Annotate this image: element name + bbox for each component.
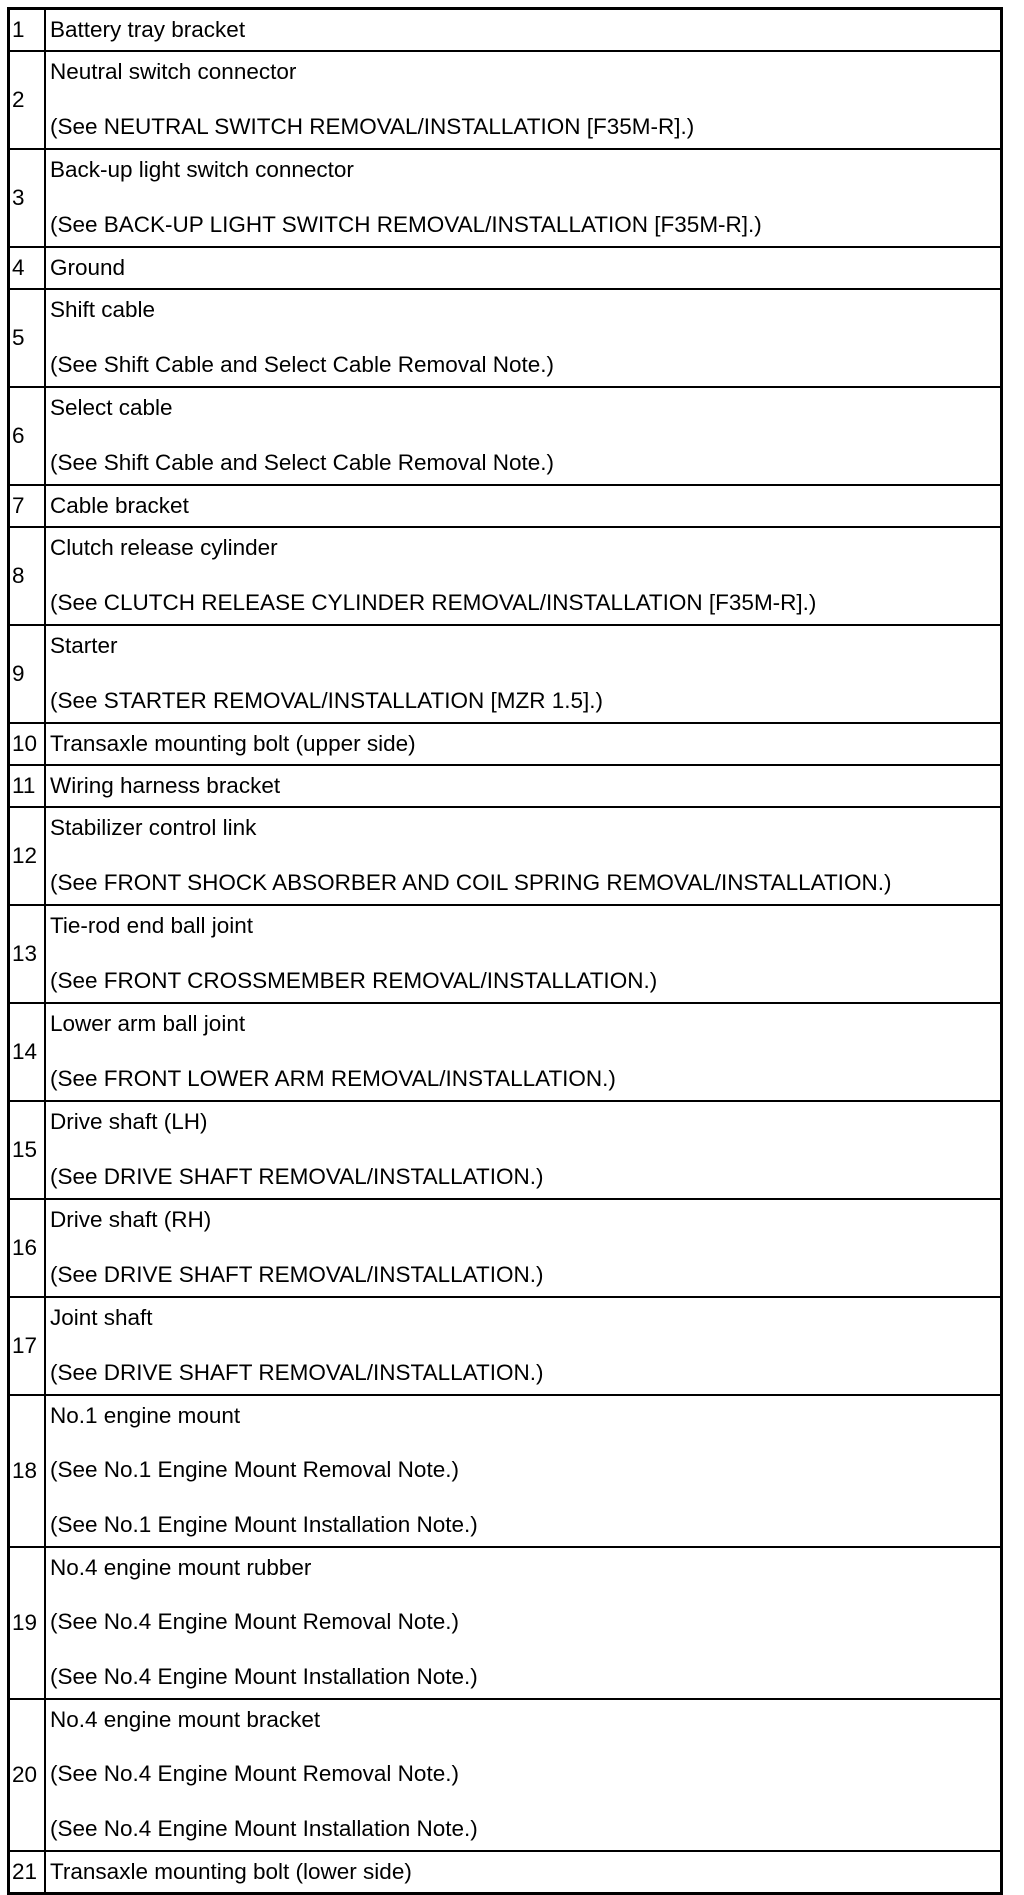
table-row [10, 246, 1000, 288]
reference-note: (See No.1 Engine Mount Removal Note.) [50, 1457, 459, 1482]
item-description [46, 486, 1000, 526]
table-row [10, 1698, 1000, 1850]
item-description [46, 1700, 1000, 1850]
item-number: 9 [10, 626, 46, 722]
item-number: 12 [10, 808, 46, 904]
table-row [10, 1394, 1000, 1546]
reference-note: (See FRONT LOWER ARM REMOVAL/INSTALLATION.) [50, 1066, 616, 1091]
part-name: No.1 engine mount [50, 1403, 241, 1428]
item-description [46, 1396, 1000, 1546]
item-number: 8 [10, 528, 46, 624]
table-row [10, 764, 1000, 806]
item-description [46, 1548, 1000, 1698]
item-description [46, 10, 1000, 50]
item-description [46, 808, 1000, 904]
part-name: Select cable [50, 395, 173, 420]
reference-note: (See STARTER REMOVAL/INSTALLATION [MZR 1.5].) [50, 688, 604, 713]
part-name: Joint shaft [50, 1305, 153, 1330]
item-number: 6 [10, 388, 46, 484]
part-name: Neutral switch connector [50, 59, 297, 84]
item-description [46, 1852, 1000, 1892]
part-name: No.4 engine mount bracket [50, 1707, 321, 1732]
item-number: 11 [10, 766, 46, 806]
item-description [46, 1004, 1000, 1100]
reference-note: (See FRONT CROSSMEMBER REMOVAL/INSTALLATION.) [50, 968, 658, 993]
part-name: Lower arm ball joint [50, 1011, 246, 1036]
reference-note: (See DRIVE SHAFT REMOVAL/INSTALLATION.) [50, 1164, 544, 1189]
part-name: Ground [50, 255, 126, 280]
table-row [10, 10, 1000, 50]
table-row [10, 1100, 1000, 1198]
item-number: 5 [10, 290, 46, 386]
parts-table [7, 7, 1003, 1895]
item-number: 20 [10, 1700, 46, 1850]
part-name: Starter [50, 633, 118, 658]
part-name: Transaxle mounting bolt (upper side) [50, 731, 416, 756]
part-name: Shift cable [50, 297, 156, 322]
reference-note: (See No.4 Engine Mount Removal Note.) [50, 1761, 459, 1786]
item-description [46, 1298, 1000, 1394]
item-description [46, 52, 1000, 148]
reference-note: (See No.1 Engine Mount Installation Note.) [50, 1512, 478, 1537]
table-row [10, 526, 1000, 624]
item-description [46, 1200, 1000, 1296]
item-number: 15 [10, 1102, 46, 1198]
part-name: Drive shaft (RH) [50, 1207, 212, 1232]
item-description [46, 724, 1000, 764]
table-row [10, 722, 1000, 764]
reference-note: (See Shift Cable and Select Cable Removal Note.) [50, 450, 555, 475]
item-number: 17 [10, 1298, 46, 1394]
item-number: 21 [10, 1852, 46, 1892]
part-name: Back-up light switch connector [50, 157, 354, 182]
table-row [10, 50, 1000, 148]
reference-note: (See No.4 Engine Mount Removal Note.) [50, 1609, 459, 1634]
item-number: 7 [10, 486, 46, 526]
reference-note: (See No.4 Engine Mount Installation Note.) [50, 1816, 478, 1841]
reference-note: (See FRONT SHOCK ABSORBER AND COIL SPRING REMOVAL/INSTALLATION.) [50, 870, 892, 895]
item-description [46, 388, 1000, 484]
item-description [46, 906, 1000, 1002]
part-name: Clutch release cylinder [50, 535, 278, 560]
table-row [10, 288, 1000, 386]
item-description [46, 248, 1000, 288]
table-row [10, 484, 1000, 526]
item-number: 16 [10, 1200, 46, 1296]
part-name: Transaxle mounting bolt (lower side) [50, 1859, 412, 1884]
item-description [46, 626, 1000, 722]
part-name: Wiring harness bracket [50, 773, 281, 798]
part-name: Cable bracket [50, 493, 189, 518]
table-row [10, 1546, 1000, 1698]
item-number: 10 [10, 724, 46, 764]
part-name: Tie-rod end ball joint [50, 913, 254, 938]
item-number: 14 [10, 1004, 46, 1100]
item-number: 1 [10, 10, 46, 50]
item-number: 18 [10, 1396, 46, 1546]
item-description [46, 528, 1000, 624]
table-row [10, 624, 1000, 722]
item-number: 4 [10, 248, 46, 288]
item-description [46, 290, 1000, 386]
reference-note: (See Shift Cable and Select Cable Removal Note.) [50, 352, 555, 377]
table-row [10, 386, 1000, 484]
part-name: No.4 engine mount rubber [50, 1555, 312, 1580]
reference-note: (See NEUTRAL SWITCH REMOVAL/INSTALLATION [F35M-R].) [50, 114, 695, 139]
item-number: 19 [10, 1548, 46, 1698]
item-number: 13 [10, 906, 46, 1002]
part-name: Battery tray bracket [50, 17, 246, 42]
reference-note: (See No.4 Engine Mount Installation Note.) [50, 1664, 478, 1689]
part-name: Stabilizer control link [50, 815, 257, 840]
table-row [10, 1850, 1000, 1892]
item-description [46, 1102, 1000, 1198]
reference-note: (See CLUTCH RELEASE CYLINDER REMOVAL/INSTALLATION [F35M-R].) [50, 590, 817, 615]
item-description [46, 150, 1000, 246]
item-number: 3 [10, 150, 46, 246]
table-row [10, 1002, 1000, 1100]
reference-note: (See DRIVE SHAFT REMOVAL/INSTALLATION.) [50, 1360, 544, 1385]
reference-note: (See BACK-UP LIGHT SWITCH REMOVAL/INSTALLATION [F35M-R].) [50, 212, 762, 237]
table-row [10, 148, 1000, 246]
part-name: Drive shaft (LH) [50, 1109, 208, 1134]
table-row [10, 904, 1000, 1002]
reference-note: (See DRIVE SHAFT REMOVAL/INSTALLATION.) [50, 1262, 544, 1287]
table-row [10, 1198, 1000, 1296]
table-row [10, 806, 1000, 904]
table-row [10, 1296, 1000, 1394]
item-description [46, 766, 1000, 806]
item-number: 2 [10, 52, 46, 148]
